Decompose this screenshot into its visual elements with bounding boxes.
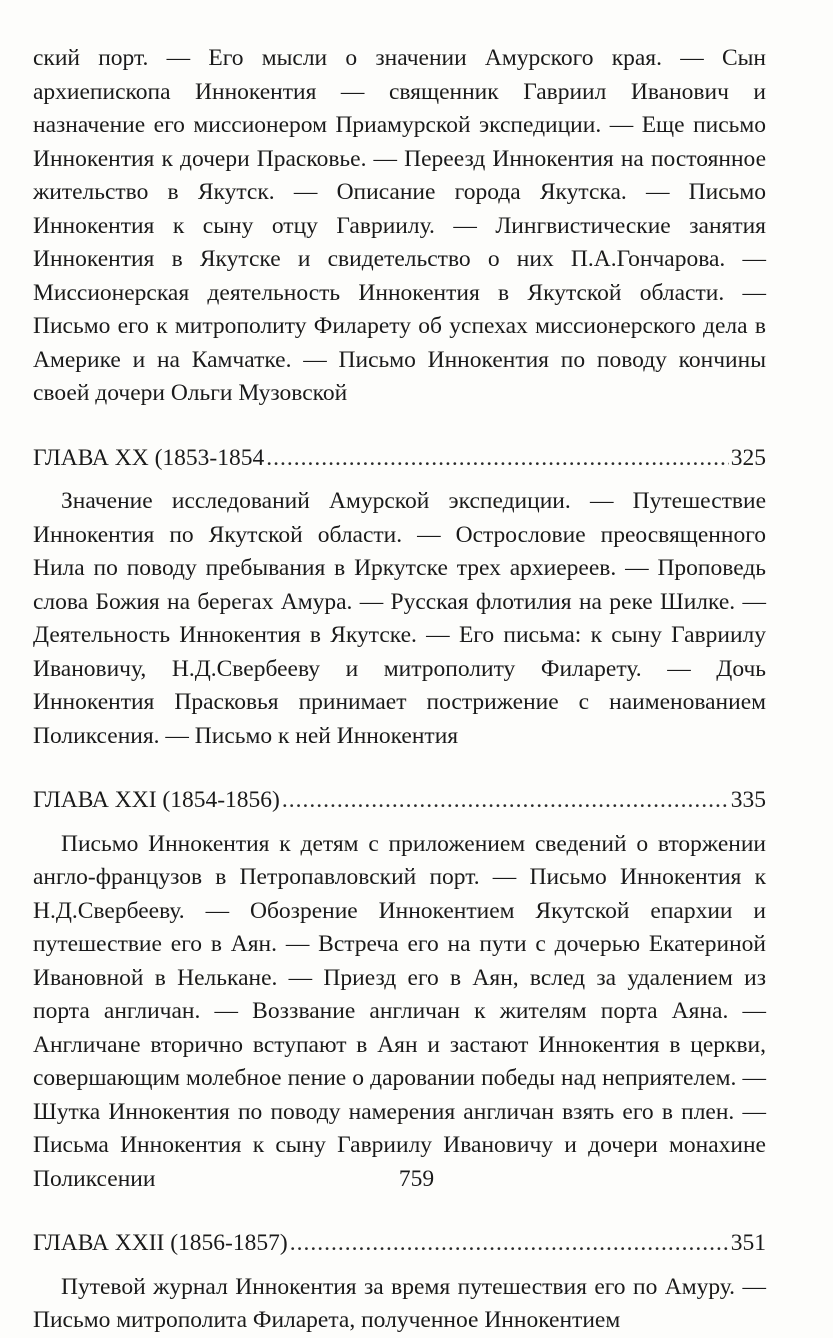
spacer	[33, 411, 766, 442]
chapter-summary: Значение исследований Амурской экспедиции. — Путешествие Иннокентия по Якутской области. — Острословие преосвященного Нила по поводу пребывания в Иркутске трех архиереев. — Проповедь слова Божия на берегах Амура. — Русская флотилия на реке Шилке. — Деятельность Иннокентия в Якутске. — Его письма: к сыну Гавриилу Ивановичу, Н.Д.Свербееву и митрополиту Филарету. — Дочь Иннокентия Прасковья принимает пострижение с наименованием Поликсения. — Письмо к ней Иннокентия	[33, 488, 766, 749]
spacer	[33, 818, 766, 828]
chapter-page-number: 351	[730, 1230, 766, 1256]
chapter-summary: Путевой журнал Иннокентия за время путешествия его по Амуру. — Письмо митрополита Филарета, полученное Иннокентием	[33, 1273, 766, 1333]
intro-paragraph: ский порт. — Его мысли о значении Амурского края. — Сын архиепископа Иннокентия — священник Гавриил Иванович и назначение его миссионером Приамурской экспедиции. — Еще письмо Иннокентия к дочери Прасковье. — Переезд Иннокентия на постоянное жительство в Якутск. — Описание города Якутска. — Письмо Иннокентия к сыну отцу Гавриилу. — Лингвистические занятия Иннокентия в Якутске и свидетельство о них П.А.Гончарова. — Миссионерская деятельность Иннокентия в Якутской области. — Письмо его к митрополиту Филарету об успехах миссионерского дела в Америке и на Камчатке. — Письмо Иннокентия по поводу кончины своей дочери Ольги Музовской	[33, 45, 766, 406]
chapter-title: ГЛАВА XX (1853-1854	[33, 444, 265, 471]
chapter-entry-21	[33, 784, 766, 818]
chapter-entry-22	[33, 1227, 766, 1261]
spacer	[33, 753, 766, 784]
dot-leader	[290, 1227, 729, 1261]
page-number: 759	[398, 1166, 435, 1192]
spacer	[33, 1261, 766, 1271]
chapter-summary: Письмо Иннокентия к детям с приложением сведений о вторжении англо-французов в Петропавловский порт. — Письмо Иннокентия к Н.Д.Свербееву. — Обозрение Иннокентием Якутской епархии и путешествие его в Аян. — Встреча его на пути с дочерью Екатериной Ивановной в Нелькане. — Приезд его в Аян, вслед за удалением из порта англичан. — Воззвание англичан к жителям порта Аяна. — Англичане вторично вступают в Аян и застают Иннокентия в церкви, совершающим молебное пение о даровании победы над неприятелем. — Шутка Иннокентия по поводу намерения англичан взять его в плен. — Письма Иннокентия к сыну Гавриилу Ивановичу и дочери монахине Поликсении	[33, 830, 766, 1192]
spacer	[33, 1196, 766, 1227]
chapter-title: ГЛАВА XXII (1856-1857)	[33, 1230, 288, 1256]
chapter-page-number: 335	[730, 787, 766, 813]
toc-page	[33, 42, 766, 1338]
chapter-entry-20	[33, 442, 766, 476]
spacer	[33, 475, 766, 485]
dot-leader	[282, 784, 729, 818]
dot-leader	[266, 442, 729, 476]
chapter-title: ГЛАВА XXI (1854-1856)	[33, 787, 280, 813]
chapter-page-number: 325	[730, 444, 766, 471]
